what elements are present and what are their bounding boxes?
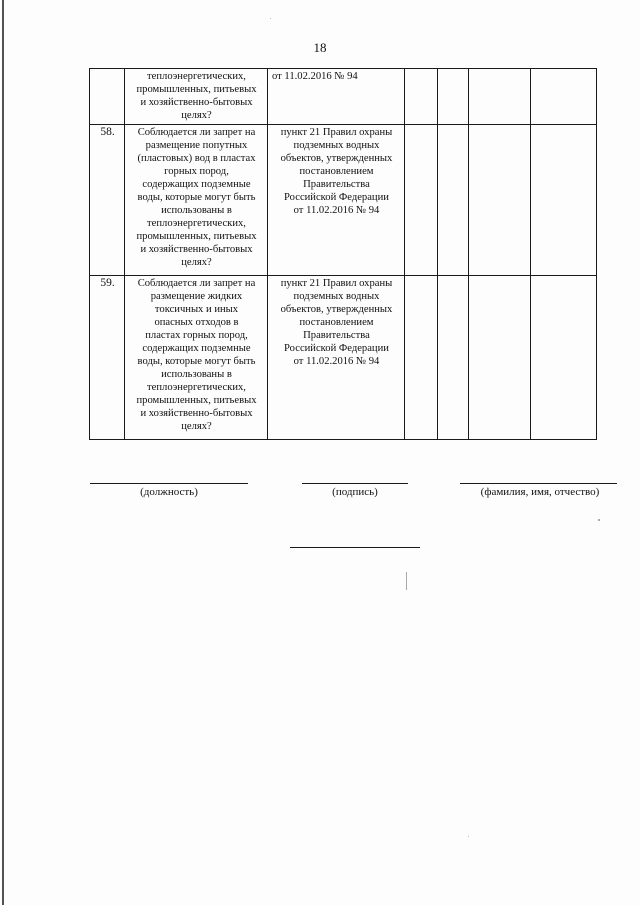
- reference-line: пункт 21 Правил охраны: [280, 278, 393, 289]
- reference-line: подземных водных: [293, 140, 380, 151]
- reference-line: пункт 21 Правил охраны: [280, 127, 393, 138]
- reference-cell: [268, 276, 405, 440]
- question-line: и хозяйственно-бытовых: [140, 408, 253, 419]
- question-line: пластах горных пород,: [145, 330, 248, 341]
- question-line: опасных отходов в: [154, 317, 239, 328]
- question-line: содержащих подземные: [142, 179, 251, 190]
- reference-line: подземных водных: [293, 291, 380, 302]
- row-number-cell: [90, 69, 125, 125]
- scan-speck: [468, 836, 469, 837]
- signature-caption: (подпись): [332, 486, 378, 498]
- closing-rule: [290, 547, 420, 548]
- question-line: использованы в: [161, 205, 232, 216]
- reference-line: Правительства: [303, 179, 370, 190]
- question-cell: [125, 69, 268, 125]
- question-line: и хозяйственно-бытовых: [140, 244, 253, 255]
- empty-answer-cell: [405, 276, 438, 440]
- question-line: целях?: [181, 110, 212, 121]
- empty-answer-cell: [469, 276, 531, 440]
- question-line: размещение попутных: [145, 140, 248, 151]
- question-line: промышленных, питьевых: [136, 231, 257, 242]
- reference-line: от 11.02.2016 № 94: [293, 356, 380, 367]
- empty-answer-cell: [469, 125, 531, 276]
- empty-answer-cell: [405, 69, 438, 125]
- table-row: [90, 125, 597, 276]
- reference-line: объектов, утвержденных: [280, 153, 393, 164]
- empty-answer-cell: [531, 125, 597, 276]
- question-line: теплоэнергетических,: [147, 218, 246, 229]
- page-number: 18: [313, 40, 327, 55]
- question-line: Соблюдается ли запрет на: [137, 127, 256, 138]
- question-line: целях?: [181, 421, 212, 432]
- question-line: и хозяйственно-бытовых: [140, 97, 253, 108]
- table-row: [90, 276, 597, 440]
- empty-answer-cell: [438, 276, 469, 440]
- scan-speck: [598, 519, 600, 521]
- reference-line: объектов, утвержденных: [280, 304, 393, 315]
- empty-answer-cell: [438, 69, 469, 125]
- position-caption: (должность): [140, 486, 198, 498]
- question-cell: [125, 276, 268, 440]
- position-signature-line: [90, 483, 248, 484]
- empty-answer-cell: [531, 69, 597, 125]
- question-line: размещение жидких: [150, 291, 243, 302]
- reference-line: от 11.02.2016 № 94: [293, 205, 380, 216]
- question-line: горных пород,: [164, 166, 229, 177]
- reference-line: от 11.02.2016 № 94: [272, 71, 358, 82]
- reference-line: Российской Федерации: [284, 343, 389, 354]
- question-line: целях?: [181, 257, 212, 268]
- question-line: теплоэнергетических,: [147, 382, 246, 393]
- scan-edge-line: [2, 0, 4, 905]
- reference-line: постановлением: [299, 166, 374, 177]
- empty-answer-cell: [531, 276, 597, 440]
- question-line: промышленных, питьевых: [136, 395, 257, 406]
- empty-answer-cell: [438, 125, 469, 276]
- question-line: (пластовых) вод в пластах: [137, 153, 256, 164]
- reference-line: Российской Федерации: [284, 192, 389, 203]
- question-line: теплоэнергетических,: [147, 71, 246, 82]
- empty-answer-cell: [469, 69, 531, 125]
- checklist-table: [89, 68, 597, 440]
- empty-answer-cell: [405, 125, 438, 276]
- full-name-signature-line: [460, 483, 617, 484]
- scan-speck: [406, 572, 407, 590]
- reference-cell: [268, 69, 405, 125]
- question-line: воды, которые могут быть: [137, 192, 256, 203]
- question-cell: [125, 125, 268, 276]
- reference-line: постановлением: [299, 317, 374, 328]
- row-number-cell: 58.: [90, 125, 125, 276]
- row-number-cell: 59.: [90, 276, 125, 440]
- scan-speck: [270, 18, 271, 19]
- signature-line: [302, 483, 408, 484]
- question-line: промышленных, питьевых: [136, 84, 257, 95]
- question-line: токсичных и иных: [154, 304, 239, 315]
- reference-cell: [268, 125, 405, 276]
- question-line: содержащих подземные: [142, 343, 251, 354]
- question-line: воды, которые могут быть: [137, 356, 256, 367]
- full-name-caption: (фамилия, имя, отчество): [480, 486, 600, 498]
- reference-line: Правительства: [303, 330, 370, 341]
- question-line: Соблюдается ли запрет на: [137, 278, 256, 289]
- table-row: [90, 69, 597, 125]
- question-line: использованы в: [161, 369, 232, 380]
